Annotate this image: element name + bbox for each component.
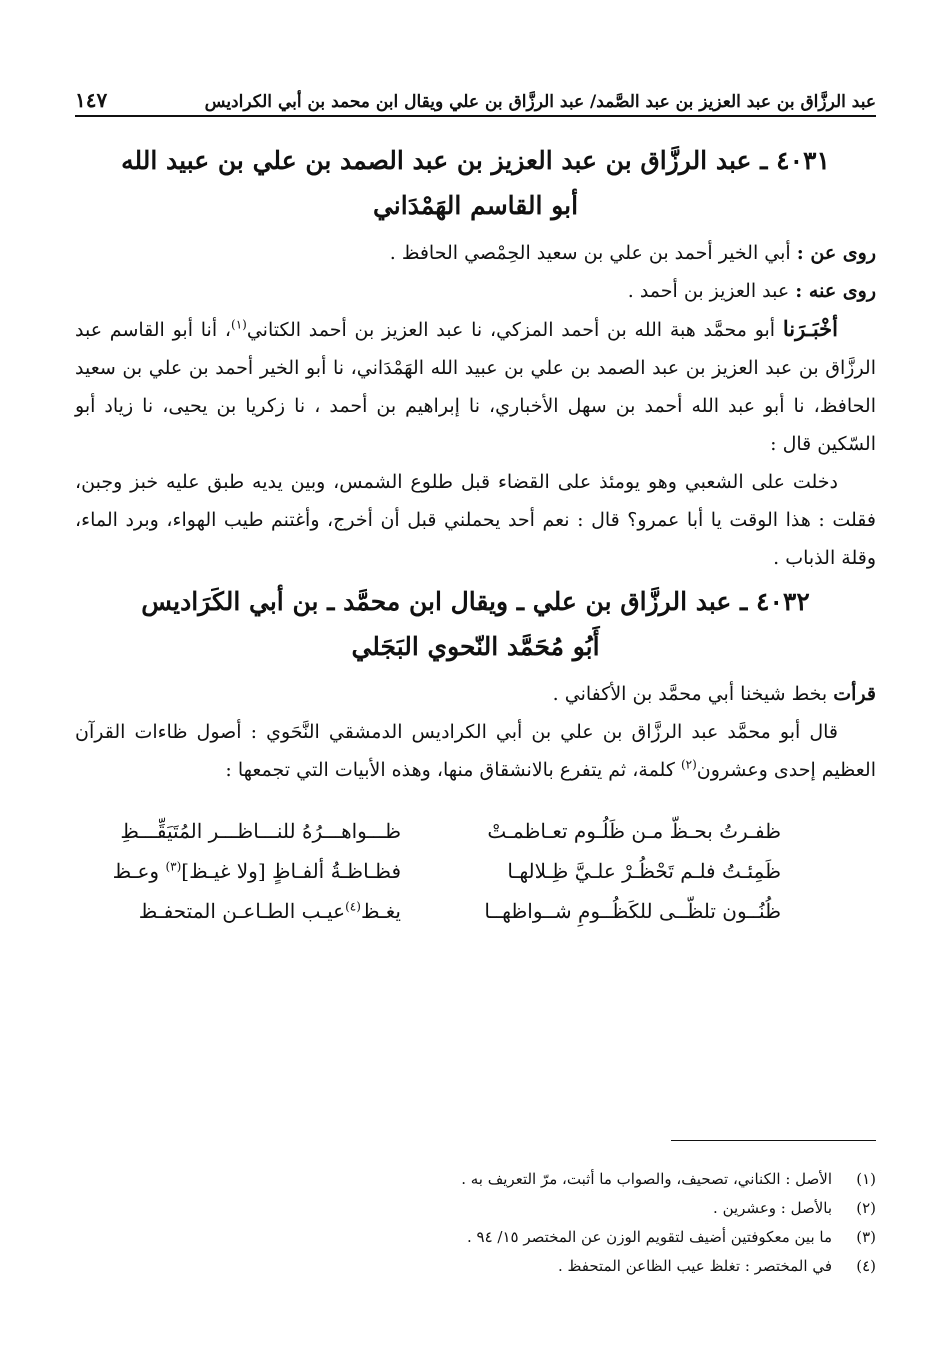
isnad-paragraph bbox=[75, 310, 876, 463]
qarat-line bbox=[75, 675, 876, 713]
entry-4031-heading-line2: أبو القاسم الهَمْدَاني bbox=[372, 191, 579, 220]
isnad-part2: ، أنا أبو القاسم عبد الرزَّاق بن عبد العزيز بن عبد الصمد بن علي بن عبيد الله الهَمْدَاني، نا أبو الخير أحمد بن علي بن سعيد الحافظ، نا أبو عبد الله أحمد بن سهل الأخباري، نا إبراهيم بن أحمد ، نا زكريا بن يحيى، نا زياد أبو السّكين قال : bbox=[75, 319, 876, 455]
verse-second-text: يغـظ bbox=[360, 899, 401, 923]
footnote-item bbox=[75, 1223, 876, 1252]
rawa-anhu-line bbox=[75, 272, 876, 310]
footnote-ref-2[interactable]: (٢) bbox=[680, 757, 697, 772]
footnote-text: في المختصر : تغلظ عيب الظاعن المتحفظ . bbox=[557, 1257, 832, 1275]
footnote-number: (١) bbox=[856, 1170, 876, 1188]
footnote-ref-4[interactable]: (٤) bbox=[345, 899, 361, 914]
nahwi-part2: كلمة، ثم يتفرع بالانشقاق منها، وهذه الأبيات التي تجمعها : bbox=[225, 759, 681, 781]
entry-4031-heading bbox=[75, 138, 876, 228]
rawa-an-line bbox=[75, 234, 876, 272]
footnote-ref-1[interactable]: (١) bbox=[231, 317, 247, 332]
footnote-number: (٤) bbox=[856, 1257, 876, 1275]
verse-second-tail: وعـظ bbox=[112, 859, 166, 883]
footnote-text: بالأصل : وعشرين . bbox=[713, 1199, 832, 1217]
verse-first-hemistich: ظفـرتُ بحـظّ مـن ظَلُـوم تعـاظمـتْ bbox=[487, 819, 781, 843]
page-number: ١٤٧ bbox=[75, 88, 108, 112]
footnote-number: (٣) bbox=[856, 1228, 876, 1246]
verse-second-hemistich bbox=[91, 851, 401, 891]
footnote-item bbox=[75, 1252, 876, 1281]
poem-verse bbox=[91, 891, 781, 931]
entry-4032-heading-line1: ٤٠٣٢ ـ عبد الرزَّاق بن علي ـ ويقال ابن محمَّد ـ بن أبي الكَرَاديس bbox=[141, 587, 810, 616]
entry-4032-heading bbox=[75, 579, 876, 669]
story-paragraph: دخلت على الشعبي وهو يومئذ على القضاء قبل طلوع الشمس، وبين يديه طبق عليه خبز وجبن، فقلت : هذا الوقت يا أبا عمرو؟ قال : نعم أحد يحملني قبل أن أخرج، وأغتنم طيب الهواء، وبرد الماء، وقلة الذباب . bbox=[75, 471, 876, 569]
verse-second-text: فظـاظـةُ ألفـاظٍ [ولا غيـظ] bbox=[181, 859, 401, 883]
footnote-item bbox=[75, 1165, 876, 1194]
isnad-part1: أبو محمَّد هبة الله بن أحمد المزكي، نا عبد العزيز بن أحمد الكتاني bbox=[246, 319, 783, 341]
footnote-number: (٢) bbox=[856, 1199, 876, 1217]
qarat-label: قرأت bbox=[833, 683, 876, 705]
rawa-anhu-label: روى عنه : bbox=[795, 280, 876, 302]
footnote-divider bbox=[671, 1140, 876, 1141]
header-title: عبد الرزَّاق بن عبد العزيز بن عبد الصَّمد/ عبد الرزَّاق بن علي ويقال ابن محمد بن أبي الكراديس bbox=[204, 92, 876, 112]
verse-second-hemistich bbox=[91, 891, 401, 931]
poem bbox=[91, 811, 781, 931]
running-header bbox=[75, 76, 876, 117]
footnote-ref-3[interactable]: (٣) bbox=[165, 859, 182, 874]
verse-second-tail: عيـب الطـاعـن المتحفـظ bbox=[138, 899, 346, 923]
footnote-text: ما بين معكوفتين أضيف لتقويم الوزن عن المختصر ١٥/ ٩٤ . bbox=[466, 1228, 832, 1246]
footnotes bbox=[75, 1165, 876, 1281]
verse-first-hemistich: ظُنُــون تلظّــى للكَظُــومِ شــواظهــا bbox=[484, 899, 781, 923]
rawa-anhu-text: عبد العزيز بن أحمد . bbox=[627, 280, 796, 302]
akhbarana-word: أخْبَـرَنا bbox=[782, 316, 838, 341]
nahwi-paragraph bbox=[75, 713, 876, 789]
footnote-text: الأصل : الكناني، تصحيف، والصواب ما أثبت، مرّ التعريف به . bbox=[461, 1170, 832, 1188]
poem-verse bbox=[91, 811, 781, 851]
footnote-item bbox=[75, 1194, 876, 1223]
rawa-an-label: روى عن : bbox=[796, 242, 876, 264]
poem-verse bbox=[91, 851, 781, 891]
qarat-text: بخط شيخنا أبي محمَّد بن الأكفاني . bbox=[552, 683, 834, 705]
nahwi-part1: قال أبو محمَّد عبد الرزَّاق بن علي بن أبي الكراديس الدمشقي النَّحَوي : أصول ظاءات القرآن العظيم إحدى وعشرون bbox=[75, 721, 876, 781]
verse-first-hemistich: ظَمِئـتُ فلـم تَحْظُـرْ علـيَّ ظِـلالهـا bbox=[507, 859, 781, 883]
page-content bbox=[75, 138, 876, 931]
entry-4032-heading-line2: أَبُو مُحَمَّد النّحوي البَجَلي bbox=[351, 632, 600, 661]
verse-second-hemistich: ظـــواهـــرُهُ للنـــاظـــر المُتَيَقِّـــظِ bbox=[120, 819, 401, 843]
entry-4031-heading-line1: ٤٠٣١ ـ عبد الرزَّاق بن عبد العزيز بن عبد الصمد بن علي بن عبيد الله bbox=[121, 146, 830, 175]
rawa-an-text: أبي الخير أحمد بن علي بن سعيد الحِمْصي الحافظ . bbox=[389, 242, 797, 264]
